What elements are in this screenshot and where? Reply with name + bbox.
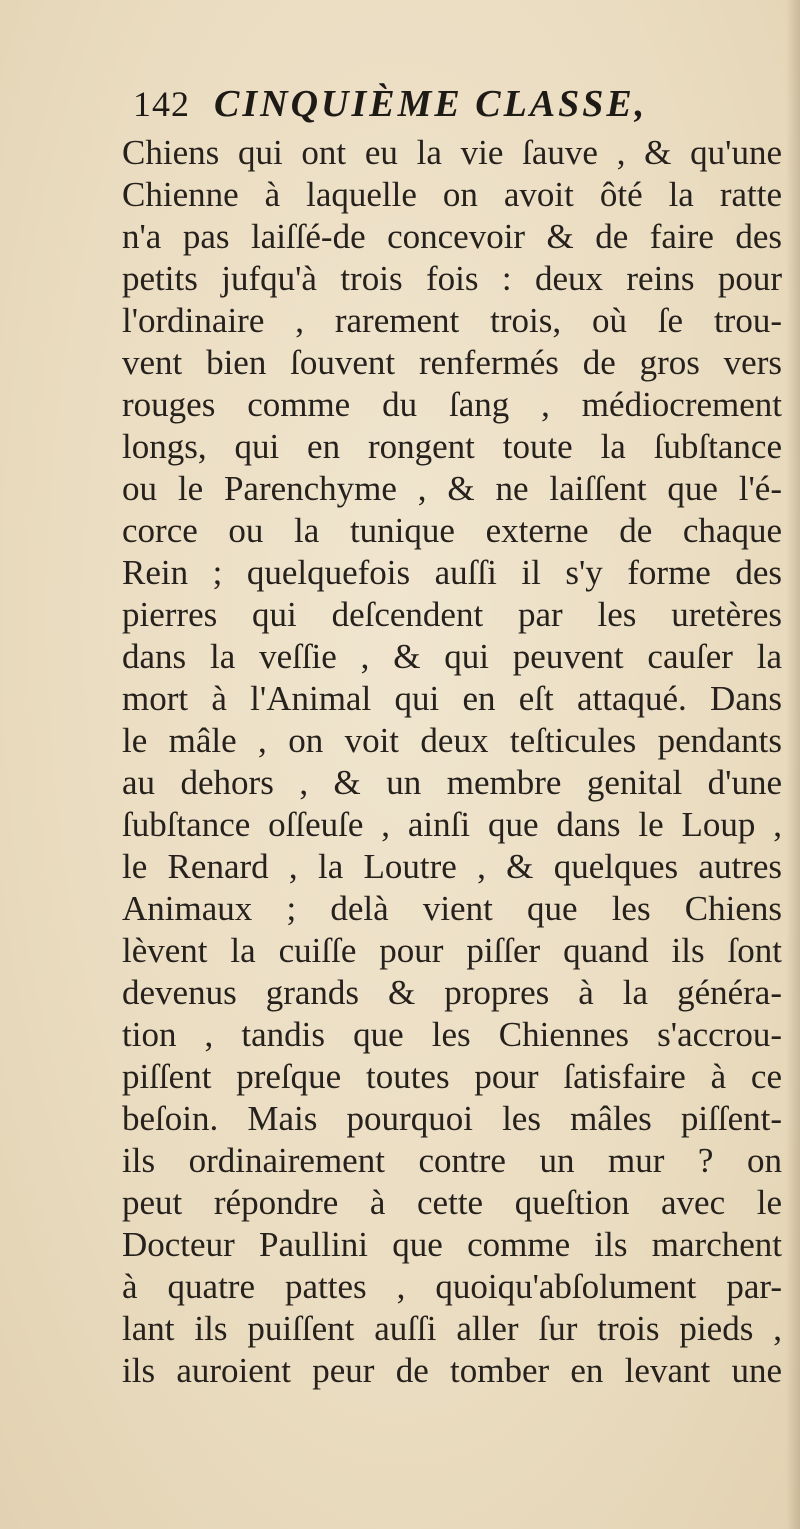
- text-line: corce ou la tunique externe de chaque: [122, 511, 782, 550]
- body-text: [122, 132, 782, 1392]
- text-line: Rein ; quelquefois auſſi il s'y forme des: [122, 553, 782, 592]
- text-line: vent bien ſouvent renfermés de gros vers: [122, 343, 782, 382]
- text-line: à quatre pattes , quoiqu'abſolument par-: [122, 1267, 782, 1306]
- text-line: au dehors , & un membre genital d'une: [122, 763, 782, 802]
- page-number: 142: [133, 84, 190, 124]
- text-line: le Renard , la Loutre , & quelques autres: [122, 847, 782, 886]
- text-line: lèvent la cuiſſe pour piſſer quand ils ſont: [122, 931, 782, 970]
- text-line: Docteur Paullini que comme ils marchent: [122, 1225, 782, 1264]
- text-line: tion , tandis que les Chiennes s'accrou-: [122, 1015, 782, 1054]
- text-line: ſubſtance oſſeuſe , ainſi que dans le Loup ,: [122, 805, 782, 844]
- text-line: Chiens qui ont eu la vie ſauve , & qu'une: [122, 133, 782, 172]
- chapter-title: CINQUIÈME CLASSE,: [214, 83, 648, 125]
- text-line: ils ordinairement contre un mur ? on: [122, 1141, 782, 1180]
- text-line: lant ils puiſſent auſſi aller ſur trois pieds ,: [122, 1309, 782, 1348]
- text-line: longs, qui en rongent toute la ſubſtance: [122, 427, 782, 466]
- text-line: beſoin. Mais pourquoi les mâles piſſent-: [122, 1099, 782, 1138]
- text-line: ou le Parenchyme , & ne laiſſent que l'é-: [122, 469, 782, 508]
- running-head: [133, 82, 647, 132]
- text-line: rouges comme du ſang , médiocrement: [122, 385, 782, 424]
- text-line: petits jufqu'à trois fois : deux reins pour: [122, 259, 782, 298]
- text-line: pierres qui deſcendent par les uretères: [122, 595, 782, 634]
- text-line: peut répondre à cette queſtion avec le: [122, 1183, 782, 1222]
- text-line: Chienne à laquelle on avoit ôté la ratte: [122, 175, 782, 214]
- text-line: l'ordinaire , rarement trois, où ſe trou-: [122, 301, 782, 340]
- page-edge-shadow: [786, 0, 800, 1529]
- text-line: devenus grands & propres à la généra-: [122, 973, 782, 1012]
- text-line: piſſent preſque toutes pour ſatisfaire à ce: [122, 1057, 782, 1096]
- text-line: Animaux ; delà vient que les Chiens: [122, 889, 782, 928]
- text-line: le mâle , on voit deux teſticules pendants: [122, 721, 782, 760]
- text-line: mort à l'Animal qui en eſt attaqué. Dans: [122, 679, 782, 718]
- text-line: n'a pas laiſſé-de concevoir & de faire des: [122, 217, 782, 256]
- text-line: ils auroient peur de tomber en levant une: [122, 1351, 782, 1390]
- text-line: dans la veſſie , & qui peuvent cauſer la: [122, 637, 782, 676]
